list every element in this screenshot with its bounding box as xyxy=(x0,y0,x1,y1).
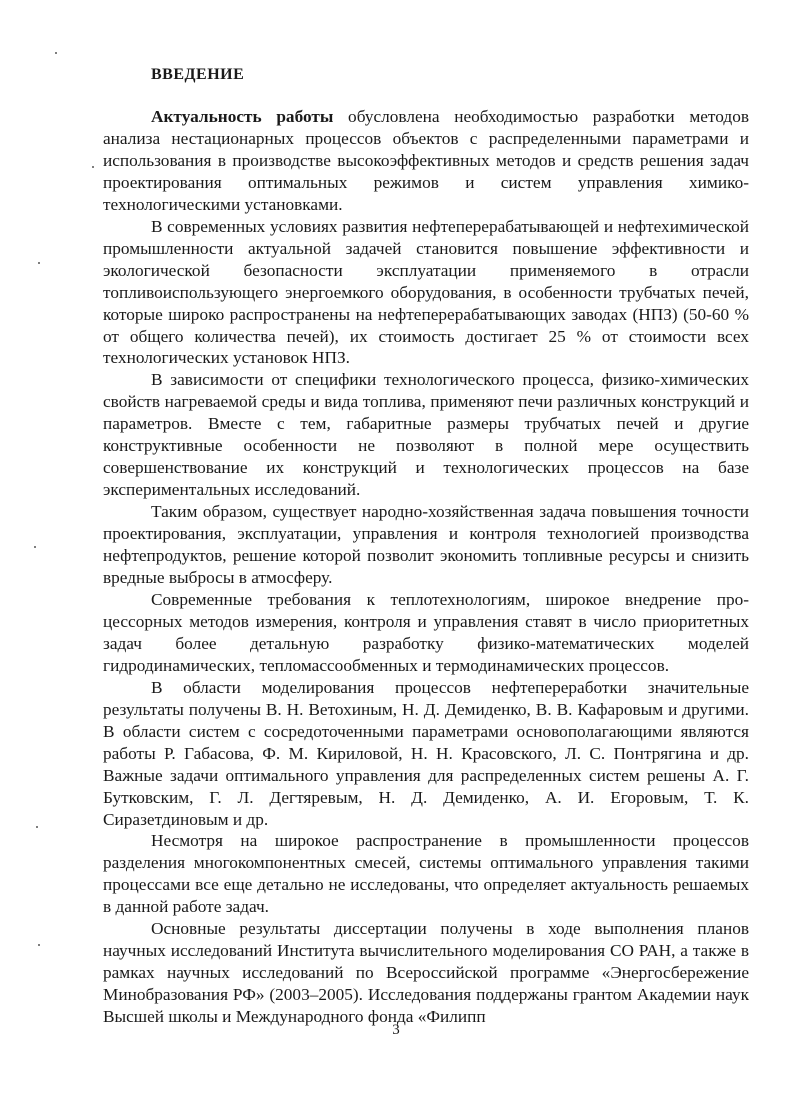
scan-speck xyxy=(38,262,40,264)
paragraph-task: Таким образом, существует народно-хозяйственная задача повышения точности проектирования, эксплуатации, управления и контроля технологией производства нефтепродуктов, решение которой позволит экономить топливные ресурсы и снизить вредные выбросы в атмосферу. xyxy=(103,502,749,588)
paragraph-lead: Актуальность работы xyxy=(151,107,334,126)
scan-speck xyxy=(55,52,57,54)
paragraph-relevance xyxy=(103,106,749,216)
scan-speck xyxy=(34,546,36,548)
section-heading: ВВЕДЕНИЕ xyxy=(151,66,245,83)
paragraph-requirements: Современные требования к теплотехнологиям, широкое внедрение процессорных методов измерения, контроля и управления ставят в число приоритетных задач более детальную разработку физико-математических моделей гидродинамических, тепломассообменных и термодинамических процессов. xyxy=(103,589,749,675)
scan-speck xyxy=(36,826,38,828)
body-text xyxy=(103,106,749,1028)
paragraph-modeling: В области моделирования процессов нефтепереработки значительные результаты получены В. Н. Ветохиным, Н. Д. Демиденко, В. В. Кафаровым и другими. В области систем с сосредоточенными параметрами основополагающими являются работы Р. Габасова, Ф. М. Кириловой, Н. Н. Красовского, Л. С. Понтрягина и др. Важные задачи оптимального управления для распределенных систем решены А. Г. Бутковским, Г. Л. Дегтяревым, Н. Д. Демиденко, А. И. Егоровым, Т. К. Сиразетдиновым и др. xyxy=(103,677,749,829)
paragraph-conditions: В современных условиях развития нефтеперерабатывающей и нефтехимической промышленности актуальной задачей становится повышение эффективности и экологической безопасности эксплуатации применяемого в отрасли топливоиспользующего энергоемкого оборудования, в особенности трубчатых печей, которые широко распространены на нефтеперерабатывающих заводах (НПЗ) (50-60 % от общего количества печей), их стоимость достигает 25 % от стоимости всех технологических установок НПЗ. xyxy=(103,216,749,368)
paragraph-results: Основные результаты диссертации получены в ходе выполнения планов научных исследований Института вычислительного моделирования СО РАН, а также в рамках научных исследований по Всероссийской программе «Энергосбережение Минобразования РФ» (2003–2005). Исследования поддержаны грантом Академии наук Высшей школы и Международного фонда «Филипп xyxy=(103,919,749,1027)
paragraph-text: обусловлена необходимостью разработки методов анализа нестационарных процессов объектов с распределенными параметрами и использования в производстве высокоэффективных методов и средств решения задач проектирования оптимальных режимов и систем управления химико-технологическими установками. xyxy=(103,107,749,214)
scan-speck xyxy=(92,166,94,168)
paragraph-specifics: В зависимости от специфики технологического процесса, физико-химических свойств нагреваемой среды и вида топлива, применяют печи различных конструкций и параметров. Вместе с тем, габаритные размеры трубчатых печей и другие конструктивные особенности не позволяют в полной мере осуществить совершенствование их конструкций и технологических процессов на базе экспериментальных исследований. xyxy=(103,370,749,500)
paragraph-despite: Несмотря на широкое распространение в промышленности процессов разделения многокомпонентных смесей, системы оптимального управления такими процессами все еще детально не исследованы, что определяет актуальность решаемых в данной работе задач. xyxy=(103,831,749,917)
page-number: 3 xyxy=(392,1022,400,1038)
scan-speck xyxy=(38,944,40,946)
